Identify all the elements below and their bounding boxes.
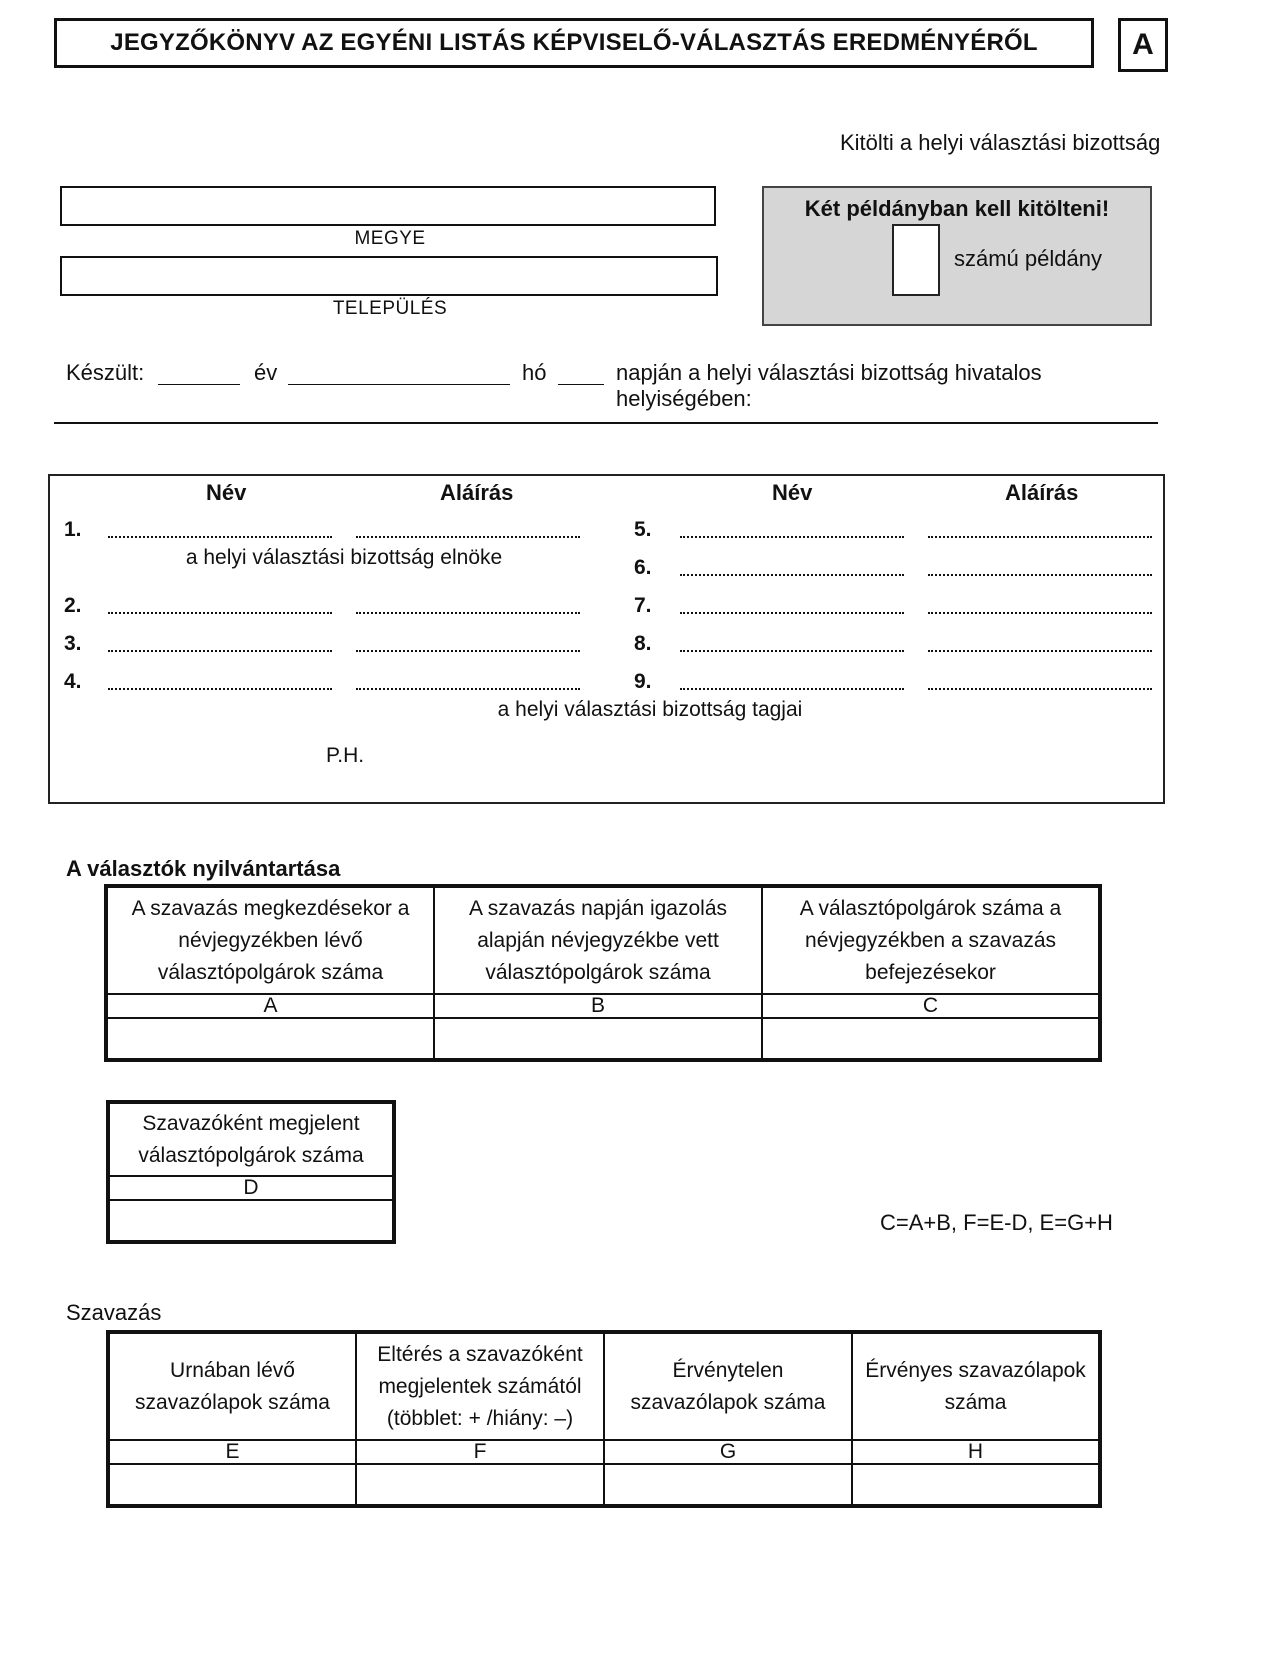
registry-col-a-header: A szavazás megkezdésekor a névjegyzékben lévő választópolgárok száma: [106, 886, 434, 994]
copies-box: [762, 186, 1152, 326]
name-line[interactable]: [108, 526, 332, 538]
signature-line[interactable]: [356, 526, 580, 538]
registry-value-a[interactable]: [106, 1018, 434, 1060]
row-number: 8.: [634, 632, 652, 655]
registry-section-title: A választók nyilvántartása: [66, 856, 341, 881]
name-line[interactable]: [680, 526, 904, 538]
row-number: 7.: [634, 594, 652, 617]
voting-col-f-header: Eltérés a szavazóként megjelentek számától (többlet: + /hiány: –): [356, 1332, 604, 1440]
name-line[interactable]: [680, 640, 904, 652]
signature-line[interactable]: [928, 564, 1152, 576]
signature-line[interactable]: [928, 640, 1152, 652]
voting-col-h-header: Érvényes szavazólapok száma: [852, 1332, 1100, 1440]
county-field[interactable]: [60, 186, 716, 226]
registry-value-c[interactable]: [762, 1018, 1100, 1060]
stamp-label: P.H.: [326, 744, 365, 767]
registry-col-c-header: A választópolgárok száma a névjegyzékben a szavazás befejezésekor: [762, 886, 1100, 994]
year-blank[interactable]: [288, 360, 510, 385]
row-number: 9.: [634, 670, 652, 693]
name-line[interactable]: [680, 564, 904, 576]
name-line[interactable]: [108, 640, 332, 652]
chair-caption: a helyi választási bizottság elnöke: [185, 546, 503, 569]
signature-line[interactable]: [928, 602, 1152, 614]
signature-line[interactable]: [356, 602, 580, 614]
members-caption: a helyi választási bizottság tagjai: [497, 698, 803, 721]
voting-value-f[interactable]: [356, 1464, 604, 1506]
copy-number-field[interactable]: [892, 224, 940, 296]
voting-value-h[interactable]: [852, 1464, 1100, 1506]
registry-letter-c: C: [762, 994, 1100, 1018]
made-prefix: Készült:: [66, 360, 145, 385]
appeared-header: Szavazóként megjelent választópolgárok száma: [108, 1102, 394, 1176]
name-line[interactable]: [108, 602, 332, 614]
voting-letter-g: G: [604, 1440, 852, 1464]
county-label: MEGYE: [354, 228, 426, 249]
registry-letter-a: A: [106, 994, 434, 1018]
row-number: 5.: [634, 518, 652, 541]
copy-label: számú példány: [954, 246, 1102, 271]
row-number: 4.: [64, 670, 82, 693]
form-code: A: [1118, 18, 1168, 72]
name-line[interactable]: [680, 602, 904, 614]
voting-value-g[interactable]: [604, 1464, 852, 1506]
signature-line[interactable]: [356, 640, 580, 652]
made-year: év: [254, 360, 278, 385]
name-line[interactable]: [108, 678, 332, 690]
appeared-letter-d: D: [108, 1176, 394, 1200]
appeared-table: [106, 1100, 396, 1244]
registry-table: [104, 884, 1102, 1062]
signature-header-right: Aláírás: [1005, 480, 1079, 505]
voting-table: [106, 1330, 1102, 1508]
divider-line: [54, 422, 1158, 424]
appeared-value-d[interactable]: [108, 1200, 394, 1242]
registry-value-b[interactable]: [434, 1018, 762, 1060]
month-blank[interactable]: [558, 360, 604, 385]
fill-note: Kitölti a helyi választási bizottság: [840, 130, 1161, 155]
signature-line[interactable]: [356, 678, 580, 690]
name-header-right: Név: [772, 480, 813, 505]
row-number: 6.: [634, 556, 652, 579]
made-month: hó: [522, 360, 547, 385]
voting-letter-h: H: [852, 1440, 1100, 1464]
made-suffix: napján a helyi választási bizottság hivatalos helyiségében:: [616, 360, 1042, 411]
voting-letter-e: E: [108, 1440, 356, 1464]
settlement-label: TELEPÜLÉS: [332, 298, 448, 319]
day-blank-1[interactable]: [158, 360, 240, 385]
voting-col-g-header: Érvénytelen szavazólapok száma: [604, 1332, 852, 1440]
voting-col-e-header: Urnában lévő szavazólapok száma: [108, 1332, 356, 1440]
signature-line[interactable]: [928, 678, 1152, 690]
formula-text: C=A+B, F=E-D, E=G+H: [880, 1210, 1113, 1235]
voting-section-title: Szavazás: [66, 1300, 162, 1325]
copies-title: Két példányban kell kitölteni!: [804, 196, 1110, 221]
row-number: 1.: [64, 518, 82, 541]
voting-letter-f: F: [356, 1440, 604, 1464]
row-number: 2.: [64, 594, 82, 617]
signatures-box: [48, 474, 1165, 804]
name-line[interactable]: [680, 678, 904, 690]
name-header-left: Név: [206, 480, 247, 505]
form-title: JEGYZŐKÖNYV AZ EGYÉNI LISTÁS KÉPVISELŐ-VÁLASZTÁS EREDMÉNYÉRŐL: [54, 18, 1094, 68]
registry-letter-b: B: [434, 994, 762, 1018]
signature-header-left: Aláírás: [440, 480, 514, 505]
registry-col-b-header: A szavazás napján igazolás alapján névjegyzékbe vett választópolgárok száma: [434, 886, 762, 994]
row-number: 3.: [64, 632, 82, 655]
voting-value-e[interactable]: [108, 1464, 356, 1506]
signature-line[interactable]: [928, 526, 1152, 538]
settlement-field[interactable]: [60, 256, 718, 296]
